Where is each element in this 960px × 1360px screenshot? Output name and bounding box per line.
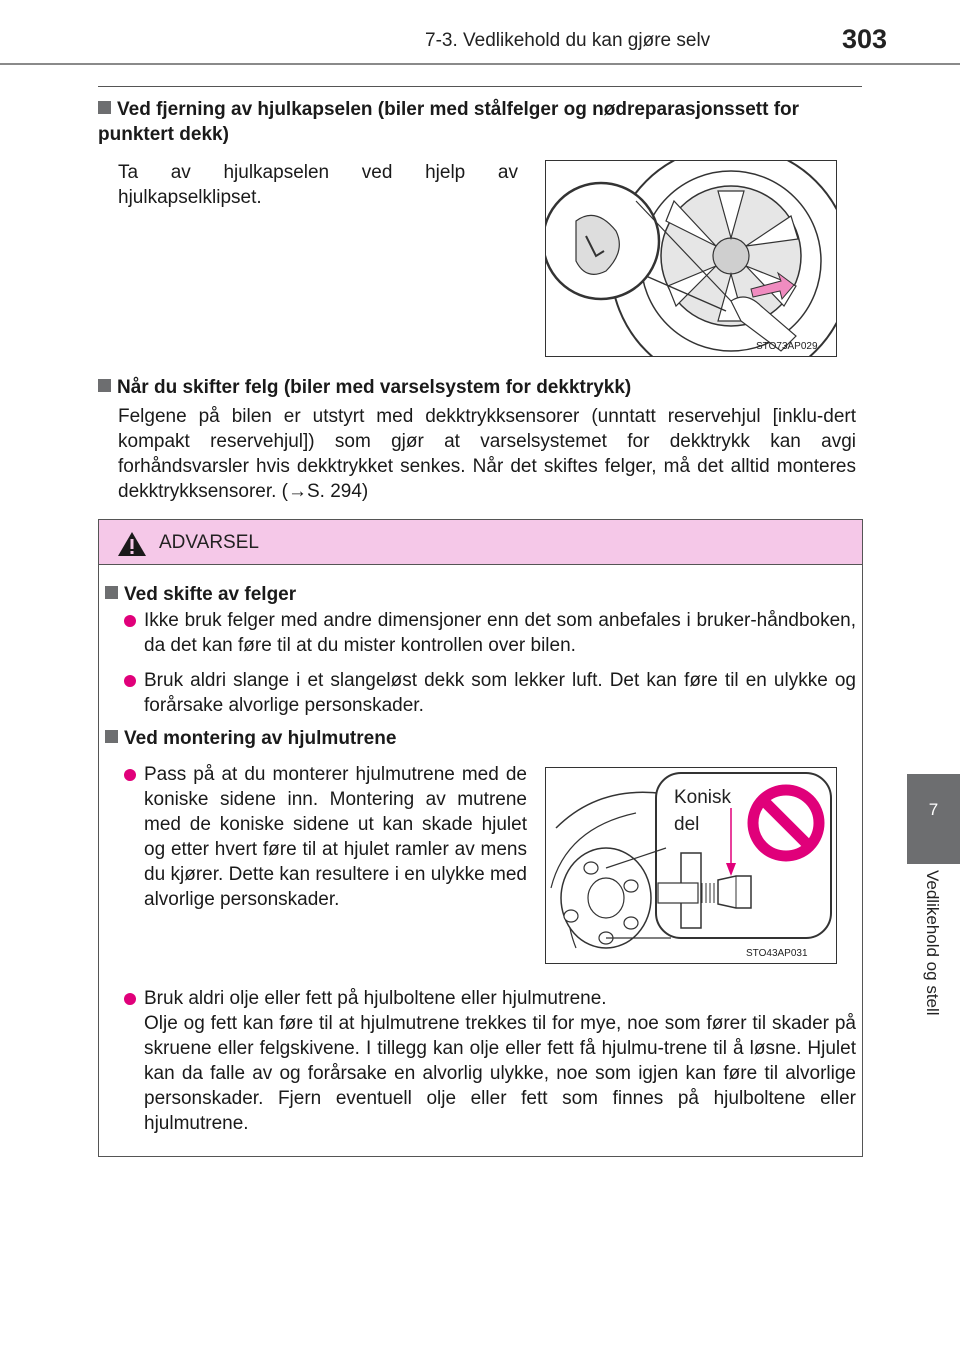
square-bullet-icon [105,730,118,743]
bullet-text: Pass på at du monterer hjulmutrene med de koniske sidene inn. Montering av mutrene med de koniske sidene ut kan skade hjulet og etter hvert føre til at hjulet ramler av mens du kjører. Dette kan resultere i en ulykke med alvorlige personskader. [144,764,527,910]
square-bullet-icon [98,101,111,114]
section1-heading-block [98,97,860,147]
bullet-dot-icon [124,615,136,627]
content-top-rule [98,86,862,87]
warning-title: ADVARSEL [159,532,259,553]
chapter-tab-number: 7 [928,800,939,819]
section2-heading-block [98,375,860,400]
warning-sub2-heading: Ved montering av hjulmutrene [124,728,397,749]
bullet-dot-icon [124,769,136,781]
square-bullet-icon [105,586,118,599]
warning-sub1-heading-block [105,582,845,607]
warning-triangle-icon [117,531,147,557]
chapter-tab-label: Vedlikehold og stell [923,870,942,1016]
warning-header [99,520,862,565]
warning-sub2-heading-block [105,726,845,751]
running-header-section: 7-3. Vedlikehold du kan gjøre selv [425,30,711,51]
section1-text: Ta av hjulkapselen ved hjelp av hjulkapselklipset. [118,162,518,208]
figure-code: STO43AP031 [746,948,808,959]
conical-part-label-line2: del [674,814,700,835]
bullet-text: Ikke bruk felger med andre dimensjoner enn det som anbefales i bruker-håndboken, da det kan føre til at du mister kontrollen over bilen. [144,610,856,656]
warning-sub2-bullet-2 [124,986,856,1136]
section2-text: Felgene på bilen er utstyrt med dekktrykksensorer (unntatt reservehjul [inklu-dert kompakt reservehjul]) som gjør at varselsystemet for dekktrykk kan avgi forhåndsvarsler hvis dekktrykket senkes. Når det skiftes felger, må det alltid monteres dekktrykksensorer. (→S. 294) [118,406,856,502]
hubcap-illustration [546,161,836,356]
bullet-text: Bruk aldri slange i et slangeløst dekk som lekker luft. Det kan føre til en ulykke og forårsake alvorlige personskader. [144,670,856,716]
warning-box [98,519,863,1157]
square-bullet-icon [98,379,111,392]
section2-heading: Når du skifter felg (biler med varselsystem for dekktrykk) [117,377,632,398]
figure-code: STO73AP029 [756,341,818,352]
conical-part-label [674,784,731,838]
page-number: 303 [842,24,888,54]
warning-sub1-bullet-2 [124,668,856,718]
lug-nut-figure [545,767,837,964]
bullet-dot-icon [124,993,136,1005]
bullet-text-rest: Olje og fett kan føre til at hjulmutrene trekkes til for mye, noe som fører til skader på skruene eller felgskivene. I tillegg kan olje eller fett få hjulmu-trene til å løsne. Hjulet kan da falle av og forårsake en alvorlig ulykke, noe som igjen kan føre til alvorlige personskader. Fjern eventuell olje eller fett som finnes på hjulboltene eller hjulmutrene. [144,1013,856,1134]
section1-heading: Ved fjerning av hjulkapselen (biler med stålfelger og nødreparasjonssett for punktert dekk) [98,99,800,145]
bullet-dot-icon [124,675,136,687]
header-rule [0,63,960,65]
warning-sub2-bullet-1 [124,762,527,912]
warning-sub1-bullet-1 [124,608,856,658]
hubcap-removal-figure [545,160,837,357]
conical-part-label-line1: Konisk [674,787,732,808]
bullet-text-line1: Bruk aldri olje eller fett på hjulboltene eller hjulmutrene. [144,988,607,1009]
warning-sub1-heading: Ved skifte av felger [124,584,297,605]
